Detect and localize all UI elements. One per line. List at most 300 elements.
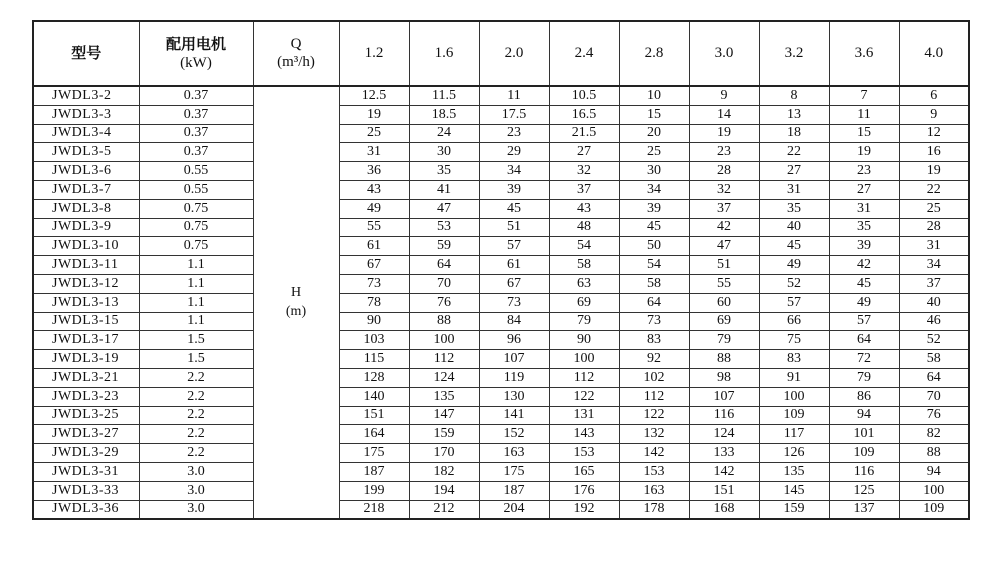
table-row bbox=[33, 312, 969, 331]
head-value-cell: 15 bbox=[619, 105, 689, 124]
model-header-label: 型号 bbox=[71, 44, 102, 62]
flow-value-header: 2.4 bbox=[549, 21, 619, 86]
head-value-cell: 37 bbox=[899, 274, 969, 293]
head-value-cell: 151 bbox=[689, 481, 759, 500]
flow-header-unit: (m³/h) bbox=[277, 54, 315, 70]
head-value-cell: 54 bbox=[619, 256, 689, 275]
head-value-cell: 163 bbox=[619, 481, 689, 500]
flow-column-header bbox=[253, 21, 339, 86]
model-cell: JWDL3-10 bbox=[33, 237, 139, 256]
head-value-cell: 88 bbox=[409, 312, 479, 331]
head-value-cell: 25 bbox=[899, 199, 969, 218]
head-value-cell: 142 bbox=[689, 462, 759, 481]
head-value-cell: 61 bbox=[479, 256, 549, 275]
table-row bbox=[33, 331, 969, 350]
header-row bbox=[33, 21, 969, 86]
head-value-cell: 164 bbox=[339, 425, 409, 444]
head-value-cell: 70 bbox=[899, 387, 969, 406]
flow-value-header: 3.6 bbox=[829, 21, 899, 86]
head-value-cell: 42 bbox=[689, 218, 759, 237]
head-value-cell: 30 bbox=[409, 143, 479, 162]
head-value-cell: 32 bbox=[689, 180, 759, 199]
head-value-cell: 51 bbox=[689, 256, 759, 275]
motor-power-cell: 0.55 bbox=[139, 162, 253, 181]
head-value-cell: 19 bbox=[689, 124, 759, 143]
head-value-cell: 10 bbox=[619, 86, 689, 105]
model-cell: JWDL3-3 bbox=[33, 105, 139, 124]
head-value-cell: 116 bbox=[689, 406, 759, 425]
head-value-cell: 22 bbox=[759, 143, 829, 162]
head-value-cell: 212 bbox=[409, 500, 479, 519]
head-value-cell: 18 bbox=[759, 124, 829, 143]
table-row bbox=[33, 368, 969, 387]
model-cell: JWDL3-19 bbox=[33, 350, 139, 369]
head-value-cell: 84 bbox=[479, 312, 549, 331]
motor-power-cell: 1.1 bbox=[139, 293, 253, 312]
head-value-cell: 199 bbox=[339, 481, 409, 500]
head-value-cell: 11 bbox=[479, 86, 549, 105]
head-value-cell: 165 bbox=[549, 462, 619, 481]
head-value-cell: 55 bbox=[689, 274, 759, 293]
motor-power-cell: 0.37 bbox=[139, 105, 253, 124]
head-value-cell: 47 bbox=[689, 237, 759, 256]
head-value-cell: 187 bbox=[339, 462, 409, 481]
head-value-cell: 112 bbox=[619, 387, 689, 406]
motor-power-cell: 0.37 bbox=[139, 124, 253, 143]
head-value-cell: 152 bbox=[479, 425, 549, 444]
head-value-cell: 79 bbox=[549, 312, 619, 331]
head-value-cell: 153 bbox=[619, 462, 689, 481]
head-value-cell: 194 bbox=[409, 481, 479, 500]
motor-power-cell: 1.1 bbox=[139, 312, 253, 331]
head-value-cell: 91 bbox=[759, 368, 829, 387]
head-value-cell: 21.5 bbox=[549, 124, 619, 143]
motor-power-cell: 3.0 bbox=[139, 500, 253, 519]
model-cell: JWDL3-23 bbox=[33, 387, 139, 406]
model-column-header bbox=[33, 21, 139, 86]
head-value-cell: 67 bbox=[339, 256, 409, 275]
head-value-cell: 83 bbox=[619, 331, 689, 350]
model-cell: JWDL3-27 bbox=[33, 425, 139, 444]
head-value-cell: 107 bbox=[479, 350, 549, 369]
head-value-cell: 43 bbox=[339, 180, 409, 199]
pump-spec-table-container bbox=[32, 20, 968, 520]
table-row bbox=[33, 162, 969, 181]
head-value-cell: 31 bbox=[339, 143, 409, 162]
head-value-cell: 28 bbox=[689, 162, 759, 181]
head-value-cell: 116 bbox=[829, 462, 899, 481]
head-value-cell: 76 bbox=[899, 406, 969, 425]
head-value-cell: 128 bbox=[339, 368, 409, 387]
head-value-cell: 22 bbox=[899, 180, 969, 199]
head-value-cell: 14 bbox=[689, 105, 759, 124]
model-cell: JWDL3-21 bbox=[33, 368, 139, 387]
motor-power-cell: 2.2 bbox=[139, 425, 253, 444]
head-value-cell: 19 bbox=[829, 143, 899, 162]
head-value-cell: 132 bbox=[619, 425, 689, 444]
head-value-cell: 175 bbox=[339, 444, 409, 463]
head-value-cell: 8 bbox=[759, 86, 829, 105]
head-value-cell: 13 bbox=[759, 105, 829, 124]
head-value-cell: 10.5 bbox=[549, 86, 619, 105]
head-value-cell: 100 bbox=[899, 481, 969, 500]
head-label-cell bbox=[253, 86, 339, 519]
head-value-cell: 31 bbox=[829, 199, 899, 218]
head-value-cell: 141 bbox=[479, 406, 549, 425]
head-value-cell: 37 bbox=[689, 199, 759, 218]
head-value-cell: 48 bbox=[549, 218, 619, 237]
head-value-cell: 142 bbox=[619, 444, 689, 463]
table-row bbox=[33, 274, 969, 293]
model-cell: JWDL3-8 bbox=[33, 199, 139, 218]
head-value-cell: 34 bbox=[899, 256, 969, 275]
table-row bbox=[33, 350, 969, 369]
motor-power-cell: 1.5 bbox=[139, 350, 253, 369]
head-value-cell: 75 bbox=[759, 331, 829, 350]
flow-header-symbol: Q bbox=[290, 36, 302, 52]
head-value-cell: 16 bbox=[899, 143, 969, 162]
head-value-cell: 175 bbox=[479, 462, 549, 481]
head-value-cell: 31 bbox=[759, 180, 829, 199]
flow-value-header: 3.2 bbox=[759, 21, 829, 86]
head-value-cell: 163 bbox=[479, 444, 549, 463]
head-value-cell: 100 bbox=[409, 331, 479, 350]
head-value-cell: 37 bbox=[549, 180, 619, 199]
head-value-cell: 107 bbox=[689, 387, 759, 406]
model-cell: JWDL3-7 bbox=[33, 180, 139, 199]
head-value-cell: 23 bbox=[479, 124, 549, 143]
head-value-cell: 49 bbox=[339, 199, 409, 218]
head-value-cell: 23 bbox=[829, 162, 899, 181]
head-value-cell: 50 bbox=[619, 237, 689, 256]
motor-power-cell: 0.55 bbox=[139, 180, 253, 199]
head-value-cell: 35 bbox=[759, 199, 829, 218]
head-value-cell: 9 bbox=[899, 105, 969, 124]
head-value-cell: 52 bbox=[899, 331, 969, 350]
head-value-cell: 6 bbox=[899, 86, 969, 105]
table-row bbox=[33, 218, 969, 237]
head-value-cell: 39 bbox=[479, 180, 549, 199]
head-value-cell: 182 bbox=[409, 462, 479, 481]
motor-power-cell: 3.0 bbox=[139, 462, 253, 481]
head-value-cell: 20 bbox=[619, 124, 689, 143]
head-value-cell: 86 bbox=[829, 387, 899, 406]
head-value-cell: 69 bbox=[689, 312, 759, 331]
head-value-cell: 90 bbox=[339, 312, 409, 331]
head-value-cell: 109 bbox=[829, 444, 899, 463]
head-value-cell: 159 bbox=[759, 500, 829, 519]
motor-power-cell: 2.2 bbox=[139, 406, 253, 425]
motor-power-cell: 0.75 bbox=[139, 218, 253, 237]
head-value-cell: 88 bbox=[899, 444, 969, 463]
head-value-cell: 145 bbox=[759, 481, 829, 500]
head-value-cell: 112 bbox=[549, 368, 619, 387]
head-value-cell: 25 bbox=[619, 143, 689, 162]
head-value-cell: 102 bbox=[619, 368, 689, 387]
motor-power-cell: 0.75 bbox=[139, 237, 253, 256]
head-value-cell: 23 bbox=[689, 143, 759, 162]
head-value-cell: 45 bbox=[829, 274, 899, 293]
head-value-cell: 130 bbox=[479, 387, 549, 406]
head-value-cell: 140 bbox=[339, 387, 409, 406]
head-value-cell: 40 bbox=[899, 293, 969, 312]
head-value-cell: 79 bbox=[829, 368, 899, 387]
model-cell: JWDL3-2 bbox=[33, 86, 139, 105]
head-value-cell: 27 bbox=[549, 143, 619, 162]
head-value-cell: 57 bbox=[479, 237, 549, 256]
head-value-cell: 57 bbox=[759, 293, 829, 312]
model-cell: JWDL3-12 bbox=[33, 274, 139, 293]
head-value-cell: 124 bbox=[689, 425, 759, 444]
head-value-cell: 103 bbox=[339, 331, 409, 350]
head-value-cell: 69 bbox=[549, 293, 619, 312]
motor-power-cell: 2.2 bbox=[139, 368, 253, 387]
head-value-cell: 19 bbox=[339, 105, 409, 124]
head-value-cell: 49 bbox=[829, 293, 899, 312]
model-cell: JWDL3-29 bbox=[33, 444, 139, 463]
head-value-cell: 58 bbox=[549, 256, 619, 275]
head-value-cell: 36 bbox=[339, 162, 409, 181]
head-value-cell: 73 bbox=[619, 312, 689, 331]
head-value-cell: 151 bbox=[339, 406, 409, 425]
head-value-cell: 94 bbox=[829, 406, 899, 425]
head-value-cell: 63 bbox=[549, 274, 619, 293]
head-value-cell: 72 bbox=[829, 350, 899, 369]
model-cell: JWDL3-33 bbox=[33, 481, 139, 500]
model-cell: JWDL3-25 bbox=[33, 406, 139, 425]
head-value-cell: 147 bbox=[409, 406, 479, 425]
head-value-cell: 16.5 bbox=[549, 105, 619, 124]
flow-value-header: 2.8 bbox=[619, 21, 689, 86]
head-value-cell: 168 bbox=[689, 500, 759, 519]
head-value-cell: 67 bbox=[479, 274, 549, 293]
head-value-cell: 170 bbox=[409, 444, 479, 463]
head-value-cell: 11.5 bbox=[409, 86, 479, 105]
head-value-cell: 35 bbox=[409, 162, 479, 181]
head-value-cell: 109 bbox=[759, 406, 829, 425]
head-value-cell: 45 bbox=[479, 199, 549, 218]
head-value-cell: 58 bbox=[619, 274, 689, 293]
motor-power-cell: 3.0 bbox=[139, 481, 253, 500]
pump-performance-table bbox=[32, 20, 970, 520]
motor-power-cell: 1.5 bbox=[139, 331, 253, 350]
head-value-cell: 192 bbox=[549, 500, 619, 519]
head-value-cell: 9 bbox=[689, 86, 759, 105]
table-row bbox=[33, 462, 969, 481]
head-value-cell: 100 bbox=[549, 350, 619, 369]
head-value-cell: 73 bbox=[479, 293, 549, 312]
head-value-cell: 218 bbox=[339, 500, 409, 519]
table-row bbox=[33, 387, 969, 406]
head-value-cell: 117 bbox=[759, 425, 829, 444]
head-value-cell: 187 bbox=[479, 481, 549, 500]
head-value-cell: 153 bbox=[549, 444, 619, 463]
head-value-cell: 25 bbox=[339, 124, 409, 143]
head-value-cell: 115 bbox=[339, 350, 409, 369]
head-value-cell: 112 bbox=[409, 350, 479, 369]
head-value-cell: 82 bbox=[899, 425, 969, 444]
head-value-cell: 12.5 bbox=[339, 86, 409, 105]
head-value-cell: 66 bbox=[759, 312, 829, 331]
table-row bbox=[33, 500, 969, 519]
head-value-cell: 59 bbox=[409, 237, 479, 256]
head-value-cell: 34 bbox=[619, 180, 689, 199]
model-cell: JWDL3-11 bbox=[33, 256, 139, 275]
head-value-cell: 46 bbox=[899, 312, 969, 331]
head-value-cell: 131 bbox=[549, 406, 619, 425]
table-body bbox=[33, 86, 969, 519]
table-row bbox=[33, 86, 969, 105]
motor-power-cell: 2.2 bbox=[139, 387, 253, 406]
head-value-cell: 122 bbox=[619, 406, 689, 425]
model-cell: JWDL3-9 bbox=[33, 218, 139, 237]
head-value-cell: 27 bbox=[759, 162, 829, 181]
head-value-cell: 39 bbox=[619, 199, 689, 218]
head-value-cell: 125 bbox=[829, 481, 899, 500]
model-cell: JWDL3-6 bbox=[33, 162, 139, 181]
model-cell: JWDL3-13 bbox=[33, 293, 139, 312]
head-value-cell: 98 bbox=[689, 368, 759, 387]
head-value-cell: 15 bbox=[829, 124, 899, 143]
head-value-cell: 135 bbox=[409, 387, 479, 406]
head-value-cell: 58 bbox=[899, 350, 969, 369]
head-value-cell: 90 bbox=[549, 331, 619, 350]
table-row bbox=[33, 237, 969, 256]
head-value-cell: 94 bbox=[899, 462, 969, 481]
head-value-cell: 100 bbox=[759, 387, 829, 406]
head-value-cell: 64 bbox=[619, 293, 689, 312]
motor-power-cell: 0.75 bbox=[139, 199, 253, 218]
head-value-cell: 55 bbox=[339, 218, 409, 237]
motor-power-cell: 1.1 bbox=[139, 274, 253, 293]
model-cell: JWDL3-4 bbox=[33, 124, 139, 143]
model-cell: JWDL3-5 bbox=[33, 143, 139, 162]
head-value-cell: 49 bbox=[759, 256, 829, 275]
head-value-cell: 42 bbox=[829, 256, 899, 275]
head-symbol: H bbox=[290, 285, 302, 301]
head-value-cell: 79 bbox=[689, 331, 759, 350]
motor-column-header bbox=[139, 21, 253, 86]
head-value-cell: 60 bbox=[689, 293, 759, 312]
head-value-cell: 41 bbox=[409, 180, 479, 199]
head-value-cell: 204 bbox=[479, 500, 549, 519]
head-value-cell: 32 bbox=[549, 162, 619, 181]
head-value-cell: 34 bbox=[479, 162, 549, 181]
table-row bbox=[33, 406, 969, 425]
table-row bbox=[33, 293, 969, 312]
flow-value-header: 2.0 bbox=[479, 21, 549, 86]
head-value-cell: 61 bbox=[339, 237, 409, 256]
motor-header-unit: (kW) bbox=[180, 54, 212, 71]
head-value-cell: 51 bbox=[479, 218, 549, 237]
head-value-cell: 124 bbox=[409, 368, 479, 387]
head-value-cell: 52 bbox=[759, 274, 829, 293]
head-value-cell: 35 bbox=[829, 218, 899, 237]
model-cell: JWDL3-36 bbox=[33, 500, 139, 519]
head-value-cell: 11 bbox=[829, 105, 899, 124]
head-value-cell: 57 bbox=[829, 312, 899, 331]
table-row bbox=[33, 425, 969, 444]
head-value-cell: 133 bbox=[689, 444, 759, 463]
motor-header-label: 配用电机 bbox=[165, 34, 226, 53]
head-value-cell: 17.5 bbox=[479, 105, 549, 124]
head-value-cell: 27 bbox=[829, 180, 899, 199]
head-value-cell: 122 bbox=[549, 387, 619, 406]
head-value-cell: 30 bbox=[619, 162, 689, 181]
head-value-cell: 31 bbox=[899, 237, 969, 256]
motor-power-cell: 1.1 bbox=[139, 256, 253, 275]
head-value-cell: 64 bbox=[409, 256, 479, 275]
head-value-cell: 45 bbox=[619, 218, 689, 237]
head-value-cell: 88 bbox=[689, 350, 759, 369]
head-value-cell: 70 bbox=[409, 274, 479, 293]
head-value-cell: 101 bbox=[829, 425, 899, 444]
head-value-cell: 76 bbox=[409, 293, 479, 312]
head-unit: (m) bbox=[285, 303, 307, 319]
head-value-cell: 40 bbox=[759, 218, 829, 237]
head-value-cell: 53 bbox=[409, 218, 479, 237]
model-cell: JWDL3-31 bbox=[33, 462, 139, 481]
head-value-cell: 7 bbox=[829, 86, 899, 105]
head-value-cell: 24 bbox=[409, 124, 479, 143]
flow-value-header: 4.0 bbox=[899, 21, 969, 86]
head-value-cell: 47 bbox=[409, 199, 479, 218]
head-value-cell: 43 bbox=[549, 199, 619, 218]
head-value-cell: 176 bbox=[549, 481, 619, 500]
motor-power-cell: 2.2 bbox=[139, 444, 253, 463]
head-value-cell: 28 bbox=[899, 218, 969, 237]
head-value-cell: 178 bbox=[619, 500, 689, 519]
table-row bbox=[33, 256, 969, 275]
head-value-cell: 39 bbox=[829, 237, 899, 256]
head-value-cell: 119 bbox=[479, 368, 549, 387]
head-value-cell: 18.5 bbox=[409, 105, 479, 124]
head-value-cell: 96 bbox=[479, 331, 549, 350]
table-row bbox=[33, 180, 969, 199]
head-value-cell: 54 bbox=[549, 237, 619, 256]
table-row bbox=[33, 105, 969, 124]
head-value-cell: 92 bbox=[619, 350, 689, 369]
flow-value-header: 3.0 bbox=[689, 21, 759, 86]
head-value-cell: 159 bbox=[409, 425, 479, 444]
motor-power-cell: 0.37 bbox=[139, 86, 253, 105]
head-value-cell: 12 bbox=[899, 124, 969, 143]
table-row bbox=[33, 143, 969, 162]
motor-power-cell: 0.37 bbox=[139, 143, 253, 162]
head-value-cell: 64 bbox=[829, 331, 899, 350]
model-cell: JWDL3-15 bbox=[33, 312, 139, 331]
table-row bbox=[33, 481, 969, 500]
head-value-cell: 83 bbox=[759, 350, 829, 369]
flow-value-header: 1.6 bbox=[409, 21, 479, 86]
head-value-cell: 109 bbox=[899, 500, 969, 519]
head-value-cell: 135 bbox=[759, 462, 829, 481]
table-row bbox=[33, 199, 969, 218]
head-value-cell: 78 bbox=[339, 293, 409, 312]
head-value-cell: 73 bbox=[339, 274, 409, 293]
head-value-cell: 143 bbox=[549, 425, 619, 444]
head-value-cell: 29 bbox=[479, 143, 549, 162]
head-value-cell: 137 bbox=[829, 500, 899, 519]
table-row bbox=[33, 124, 969, 143]
model-cell: JWDL3-17 bbox=[33, 331, 139, 350]
head-value-cell: 45 bbox=[759, 237, 829, 256]
table-row bbox=[33, 444, 969, 463]
head-value-cell: 19 bbox=[899, 162, 969, 181]
flow-value-header: 1.2 bbox=[339, 21, 409, 86]
head-value-cell: 126 bbox=[759, 444, 829, 463]
head-value-cell: 64 bbox=[899, 368, 969, 387]
